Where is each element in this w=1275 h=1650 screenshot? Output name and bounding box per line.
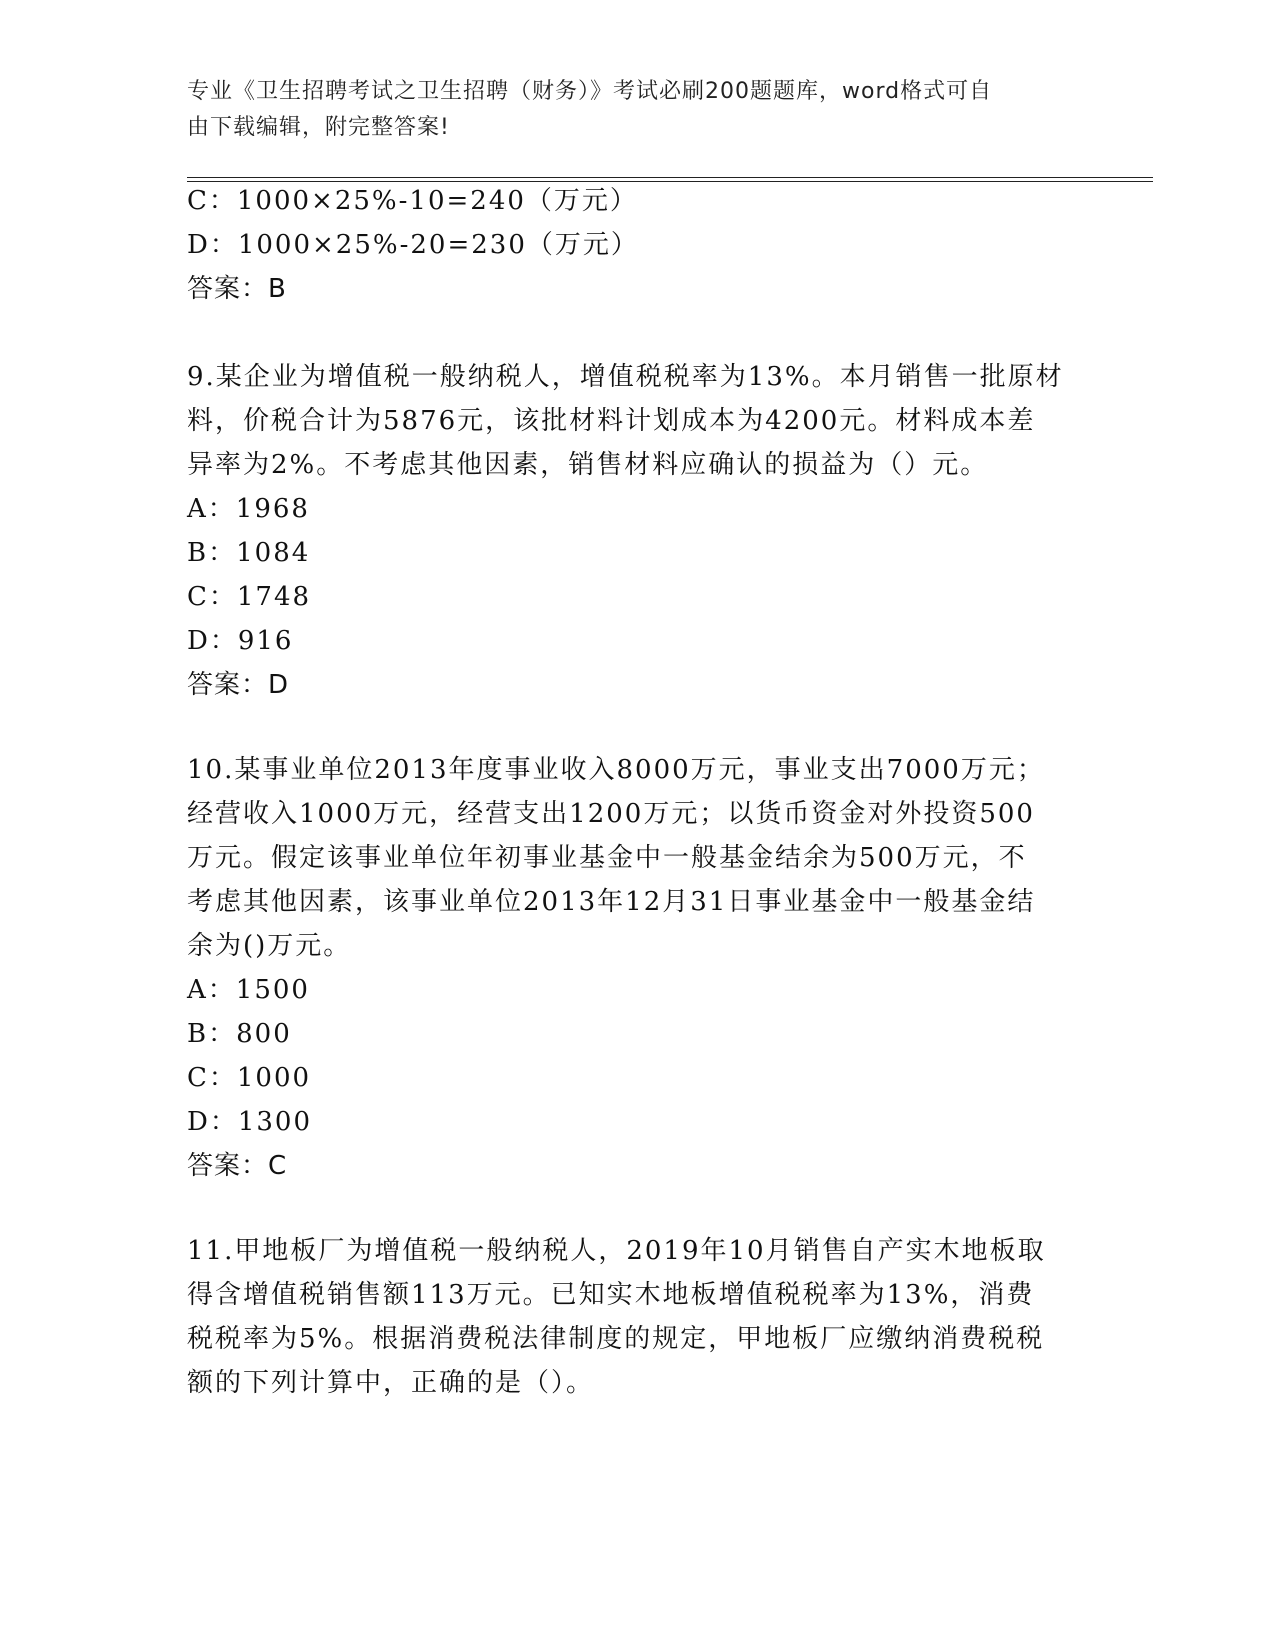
q8-option-d: D：1000×25%-20=230（万元） xyxy=(187,230,639,260)
q9-option-a: A：1968 xyxy=(187,494,310,524)
q9-answer: 答案：D xyxy=(187,670,290,700)
q10-option-c: C：1000 xyxy=(187,1063,312,1093)
q11-text-line-1: 11.甲地板厂为增值税一般纳税人，2019年10月销售自产实木地板取 xyxy=(187,1236,1046,1266)
q11-text-line-4: 额的下列计算中，正确的是（）。 xyxy=(187,1368,595,1398)
q10-text-line-5: 余为()万元。 xyxy=(187,931,352,961)
q10-answer: 答案：C xyxy=(187,1151,288,1181)
q8-option-c: C：1000×25%-10=240（万元） xyxy=(187,186,638,216)
header-divider-top xyxy=(187,177,1153,178)
header-line-1: 专业《卫生招聘考试之卫生招聘（财务）》考试必刷200题题库，word格式可自 xyxy=(187,79,993,104)
document-header xyxy=(187,74,1087,146)
q9-text-line-1: 9.某企业为增值税一般纳税人，增值税税率为13%。本月销售一批原材 xyxy=(187,362,1064,392)
q8-answer: 答案：B xyxy=(187,274,287,304)
q10-text-line-3: 万元。假定该事业单位年初事业基金中一般基金结余为500万元，不 xyxy=(187,843,1027,873)
q10-option-b: B：800 xyxy=(187,1019,292,1049)
q9-option-b: B：1084 xyxy=(187,538,311,568)
q10-option-d: D：1300 xyxy=(187,1107,313,1137)
q10-option-a: A：1500 xyxy=(187,975,310,1005)
q9-text-line-2: 料，价税合计为5876元，该批材料计划成本为4200元。材料成本差 xyxy=(187,406,1036,436)
header-divider-bottom xyxy=(187,181,1153,182)
q11-text-line-3: 税税率为5%。根据消费税法律制度的规定，甲地板厂应缴纳消费税税 xyxy=(187,1324,1045,1354)
q9-option-d: D：916 xyxy=(187,626,294,656)
q9-option-c: C：1748 xyxy=(187,582,312,612)
q10-text-line-4: 考虑其他因素，该事业单位2013年12月31日事业基金中一般基金结 xyxy=(187,887,1036,917)
header-line-2: 由下载编辑，附完整答案! xyxy=(187,115,450,140)
q10-text-line-1: 10.某事业单位2013年度事业收入8000万元，事业支出7000万元； xyxy=(187,755,1045,785)
q9-text-line-3: 异率为2%。不考虑其他因素，销售材料应确认的损益为（）元。 xyxy=(187,450,989,480)
q11-text-line-2: 得含增值税销售额113万元。已知实木地板增值税税率为13%，消费 xyxy=(187,1280,1035,1310)
q10-text-line-2: 经营收入1000万元，经营支出1200万元；以货币资金对外投资500 xyxy=(187,799,1035,829)
